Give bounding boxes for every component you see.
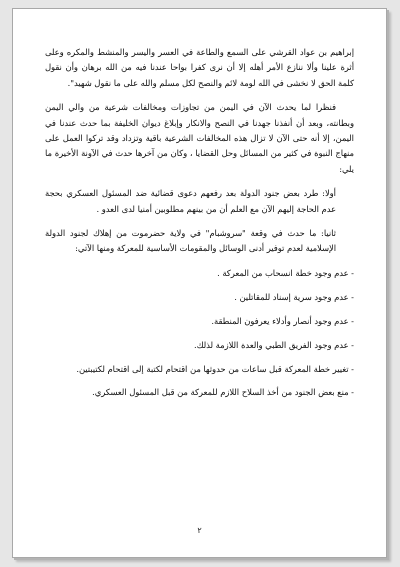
list-item: - عدم وجود سرية إسناد للمقاتلين . <box>234 291 354 302</box>
list-item: - عدم وجود الفريق الطبي والعدة اللازمة لذلك. <box>194 339 354 350</box>
second-point-paragraph: ثانيا: ما حدث في وقعة "سروشبام" في ولاية حضرموت من إهلاك لجنود الدولة الإسلامية لعدم توفير أدنى الوسائل والمقومات الأساسية للمعركة ومنها الآتي: <box>45 228 336 254</box>
bullet-list <box>45 266 354 401</box>
pledge-paragraph: إبراهيم بن عواد القرشي على السمع والطاعة في العسر واليسر والمنشط والمكره وعلى أثرة علينا وألا ننازع الأمر أهله إلا أن نرى كفرا بواحا عندنا فيه من الله برهان وأن نقول كلمة الحق لا نخشى في الله لومة لائم والنصح لكل مسلم والله على ما نقول شهيد". <box>45 47 354 88</box>
page-content <box>45 45 354 409</box>
situation-paragraph: فنظرا لما يحدث الآن في اليمن من تجاوزات ومخالفات شرعية من والي اليمن وبطانته، وبعد أن أنفذنا جهدنا في النصح والانكار وإبلاغ ديوان الخليفة بما حدث عندنا في اليمن، إلا أنه حتى الآن لا تزال هذه المخالفات الشرعية باقية وتزداد وقد تركوا العمل على منهاج النبوة في كثير من المسائل وحل القضايا ، وكان من آخرها حدث في الآونة الأخيرة ما يلي: <box>45 102 354 174</box>
list-item: - عدم وجود أنصار وأدلاء يعرفون المنطقة. <box>211 315 354 326</box>
document-page <box>12 8 387 558</box>
list-item: - منع بعض الجنود من أخذ السلاح اللازم للمعركة من قبل المسئول العسكري. <box>92 387 354 398</box>
list-item: - عدم وجود خطة انسحاب من المعركة . <box>217 267 354 278</box>
first-point-paragraph: أولا: طرد بعض جنود الدولة بعد رفعهم دعوى قضائية ضد المسئول العسكري بحجة عدم الحاجة إليهم الآن مع العلم أن من بينهم مطلوبين أمنيا لدى العدو . <box>45 188 336 214</box>
list-item: - تغيير خطة المعركة قبل ساعات من حدوثها من اقتحام لكتبة إلى اقتحام لكتيبتين. <box>76 363 354 374</box>
page-number: ٢ <box>197 526 202 535</box>
